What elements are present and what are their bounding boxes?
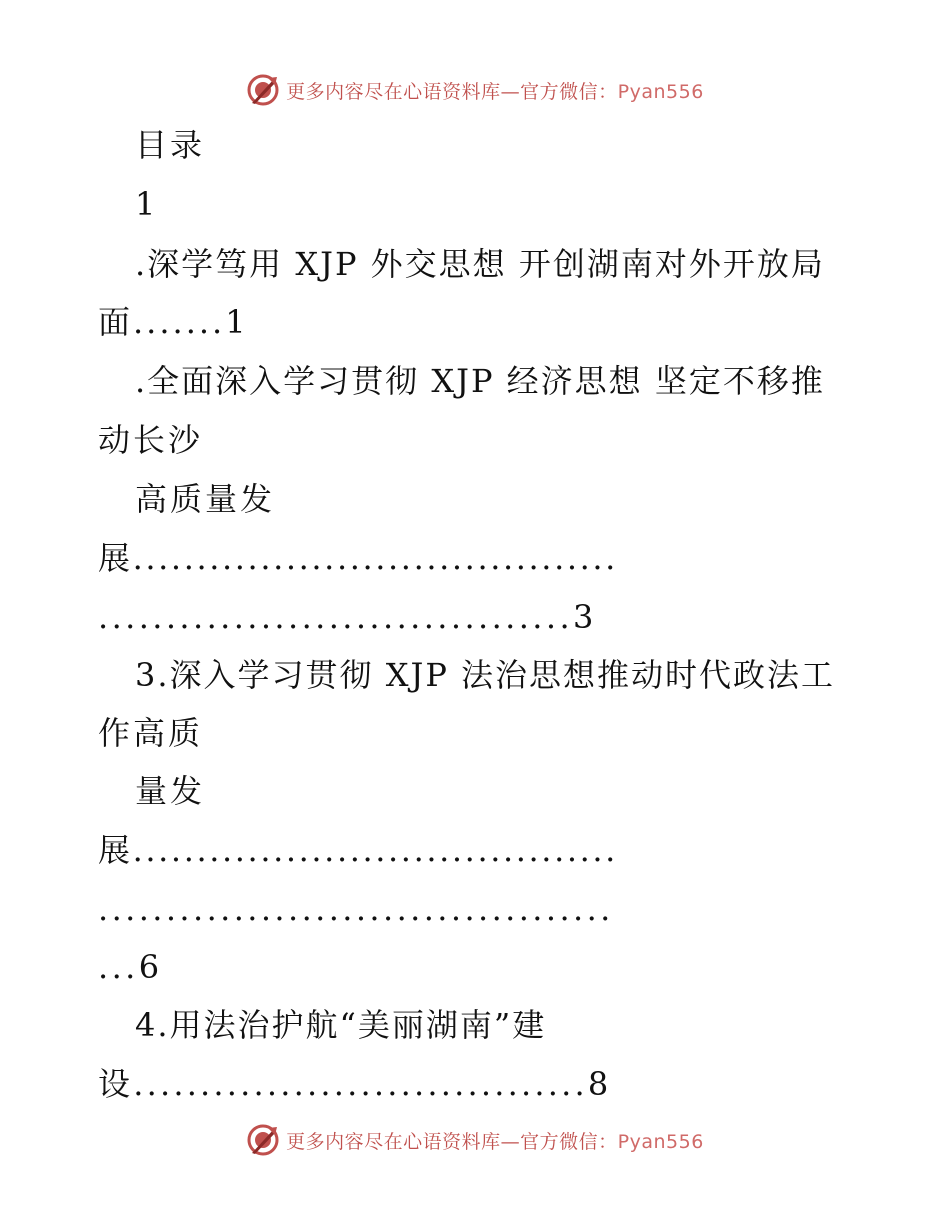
watermark-header [0, 70, 950, 110]
toc-entry-1-title[interactable]: .深学笃用 XJP 外交思想 开创湖南对外开放局 [135, 245, 825, 283]
toc-entry-2-page[interactable]: ...................................3 [98, 598, 597, 636]
watermark-slogan: 更多内容尽在心语资料库—官方微信： [286, 80, 618, 103]
toc-entry-2-title-cont[interactable]: 动长沙 [98, 421, 204, 459]
watermark-text [286, 1127, 704, 1154]
watermark-wechat-id: Pyan556 [617, 1130, 704, 1153]
toc-entry-3-title[interactable]: 3.深入学习贯彻 XJP 法治思想推动时代政法工 [135, 656, 836, 694]
toc-entry-3-title-cont[interactable]: 作高质 [98, 714, 204, 752]
watermark-slogan: 更多内容尽在心语资料库—官方微信： [286, 1130, 618, 1153]
toc-entry-3-leader[interactable]: 展...................................... [98, 831, 618, 869]
toc-title: 目录 [135, 126, 206, 164]
quill-pen-logo-icon [246, 1123, 280, 1157]
toc-entry-4-page[interactable]: 设..................................8 [98, 1065, 612, 1103]
toc-entry-3-page[interactable]: ...6 [98, 948, 163, 986]
toc-entry-2-title-cont2[interactable]: 高质量发 [135, 480, 276, 518]
toc-entry-2-leader[interactable]: 展...................................... [98, 539, 618, 577]
toc-entry-1-page[interactable]: 面.......1 [98, 303, 249, 341]
toc-entry-2-title[interactable]: .全面深入学习贯彻 XJP 经济思想 坚定不移推 [135, 362, 825, 400]
toc-entry-3-title-cont2[interactable]: 量发 [135, 772, 206, 810]
quill-pen-logo-icon [246, 73, 280, 107]
toc-entry-4-title[interactable]: 4.用法治护航“美丽湖南”建 [135, 1006, 547, 1044]
toc-entry-3-leader-cont[interactable]: ...................................... [98, 890, 614, 928]
toc-entry-number: 1 [135, 185, 159, 223]
watermark-wechat-id: Pyan556 [617, 80, 704, 103]
watermark-text [286, 77, 704, 104]
watermark-footer [0, 1120, 950, 1160]
